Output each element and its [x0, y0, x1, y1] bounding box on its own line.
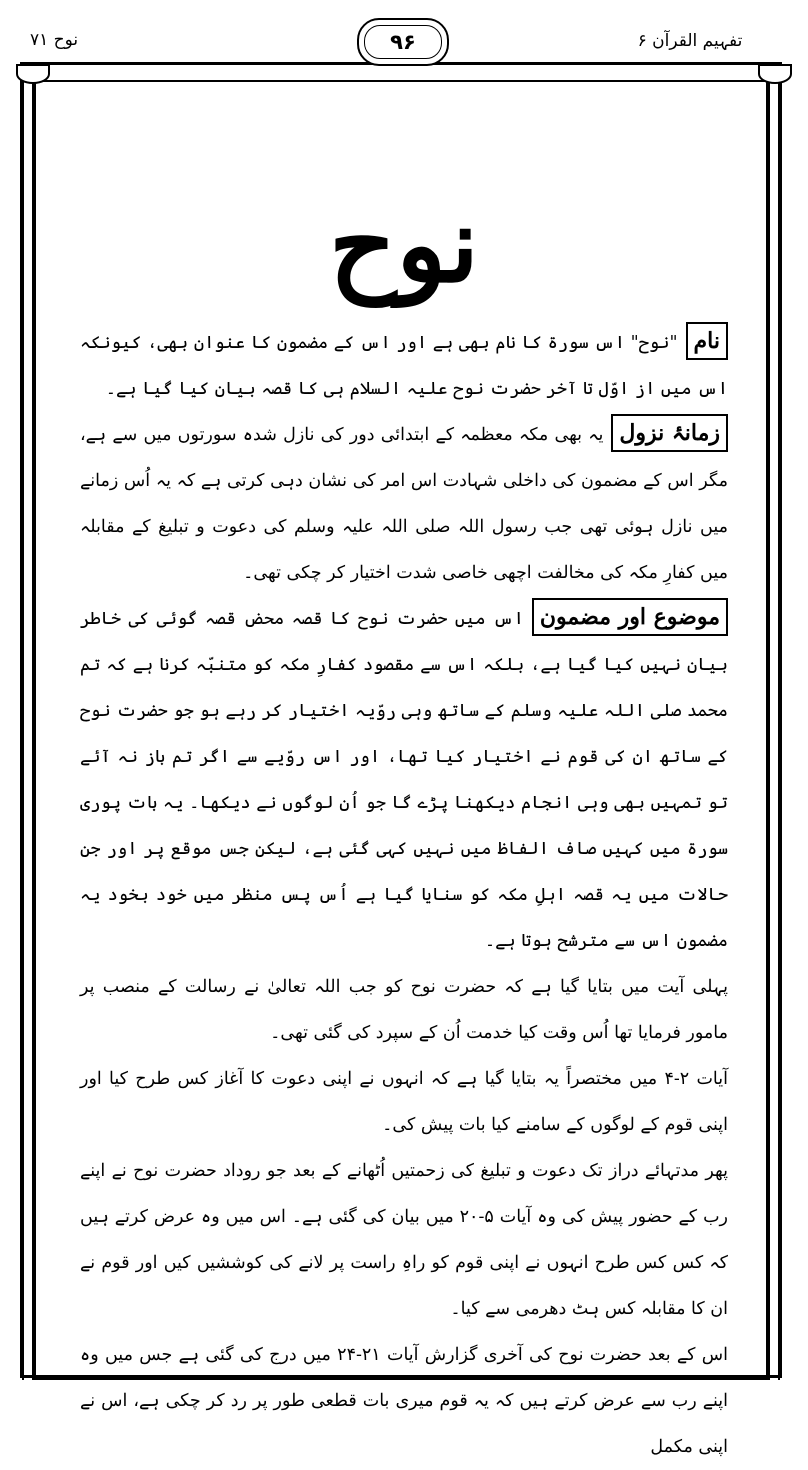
- section-subject-text: اس میں حضرت نوح کا قصہ محض قصہ گوئی کی خاطر بیان نہیں کیا گیا ہے، بلکہ اس سے مقصود کفارِ مکہ کو متنبّہ کرنا ہے کہ تم محمد صلی اللہ علیہ وسلم کے ساتھ وہی روّیہ اختیار کر رہے ہو جو حضرت نوح کے ساتھ ان کی قوم نے اختیار کیا تھا، اور اس روّیے سے اگر تم باز نہ آئے تو تمہیں بھی وہی انجام دیکھنا پڑے گا جو اُن لوگوں نے دیکھا۔ یہ بات پوری سورۃ میں کہیں صاف الفاظ میں نہیں کہی گئی ہے، لیکن جس موقع پر اور جن حالات میں یہ قصہ اہلِ مکہ کو سنایا گیا ہے اُس پس منظر میں خود بخود یہ مضمون اس سے مترشح ہوتا ہے۔: [80, 609, 728, 951]
- section-revelation-period: [80, 412, 728, 596]
- section-name: [80, 320, 728, 412]
- paragraph-first-verse: پہلی آیت میں بتایا گیا ہے کہ حضرت نوح کو جب اللہ تعالیٰ نے رسالت کے منصب پر مامور فرمایا تھا اُس وقت کیا خدمت اُن کے سپرد کی گئی تھی۔: [80, 977, 728, 1043]
- surah-title: نوح: [329, 183, 479, 306]
- section-heading-subject: موضوع اور مضمون: [532, 598, 728, 636]
- section-heading-name: نام: [686, 322, 728, 360]
- running-title: تفہیم القرآن ۶: [637, 31, 743, 51]
- section-subject: [80, 596, 728, 964]
- paragraph-verses-2-4: آیات ۲-۴ میں مختصراً یہ بتایا گیا ہے کہ انہوں نے اپنی دعوت کا آغاز کس طرح کیا اور اپنی قوم کے لوگوں کے سامنے کیا بات پیش کی۔: [80, 1069, 729, 1135]
- running-section-label: نوح ۷۱: [30, 30, 79, 50]
- page-content: [80, 170, 729, 1457]
- section-name-text: "نوح" اس سورۃ کا نام بھی ہے اور اس کے مضمون کا عنوان بھی، کیونکہ اس میں از اوّل تا آخر حضرت نوح علیہ السلام ہی کا قصہ بیان کیا گیا ہے۔: [80, 333, 728, 399]
- paragraph-verses-21-24: اس کے بعد حضرت نوح کی آخری گزارش آیات ۲۱-۲۴ میں درج کی گئی ہے جس میں وہ اپنے رب سے عرض کرتے ہیں کہ یہ قوم میری بات قطعی طور پر رد کر چکی ہے، اس نے اپنی مکمل: [80, 1345, 729, 1457]
- right-ornamental-pillar: [768, 70, 780, 1380]
- left-ornamental-pillar: [22, 70, 34, 1380]
- section-revelation-period-text: یہ بھی مکہ معظمہ کے ابتدائی دور کی نازل شدہ سورتوں میں سے ہے، مگر اس کے مضمون کی داخلی شہادت اس امر کی نشان دہی کرتی ہے کہ یہ اُس زمانے میں نازل ہوئی تھی جب رسول اللہ صلی اللہ علیہ وسلم کی دعوت و تبلیغ کے مقابلہ میں کفارِ مکہ کی مخالفت اچھی خاصی شدت اختیار کر چکی تھی۔: [80, 425, 728, 583]
- left-capital-ornament: [16, 64, 50, 84]
- page-number-badge: ۹۶: [357, 18, 449, 66]
- paragraph-verses-5-20: پھر مدتہائے دراز تک دعوت و تبلیغ کی زحمتیں اُٹھانے کے بعد جو روداد حضرت نوح نے اپنے رب کے حضور پیش کی وہ آیات ۵-۲۰ میں بیان کی گئی ہے۔ اس میں وہ عرض کرتے ہیں کہ کس کس طرح انہوں نے اپنی قوم کو راہِ راست پر لانے کی کوششیں کیں اور قوم نے ان کا مقابلہ کس ہٹ دھرمی سے کیا۔: [80, 1161, 728, 1319]
- right-capital-ornament: [758, 64, 792, 84]
- section-heading-revelation-period: زمانۂ نزول: [611, 414, 728, 452]
